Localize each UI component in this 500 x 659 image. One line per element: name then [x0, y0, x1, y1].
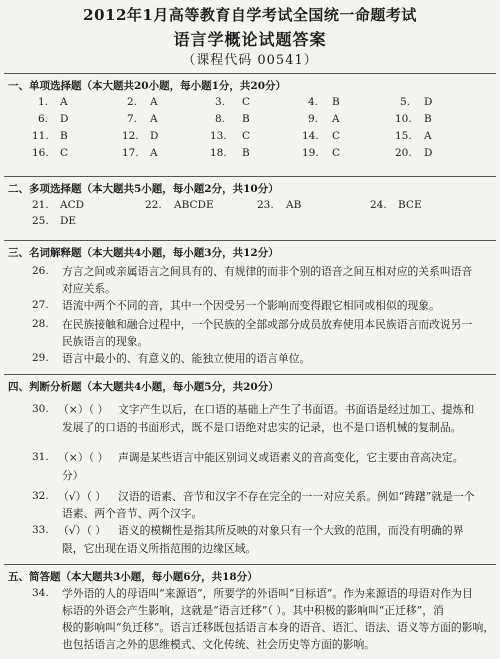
q-answer: C: [242, 96, 251, 108]
q-number: 17.: [122, 147, 139, 159]
section5-heading: 五、简答题（本大题共3小题，每小题6分，共18分）: [8, 571, 258, 583]
judgment-mark: （√）（ ）: [58, 490, 107, 503]
q-number: 26.: [32, 265, 49, 277]
q-number: 10.: [395, 113, 412, 125]
q-number: 18.: [210, 147, 227, 159]
q-answer: B: [242, 147, 250, 159]
q-number: 21.: [32, 199, 49, 211]
q-number: 20.: [395, 147, 412, 159]
q-number: 24.: [370, 199, 387, 211]
q-number: 5.: [400, 96, 411, 108]
answer-text: 对应关系。: [62, 282, 116, 295]
q-number: 15.: [395, 130, 412, 142]
answer-text: 文字产生以后，在口语的基础上产生了书面语。书面语是经过加工、提炼和: [118, 403, 475, 416]
q-number: 1.: [38, 96, 49, 108]
q-number: 30.: [32, 403, 49, 415]
q-number: 4.: [308, 96, 319, 108]
divider: [4, 73, 496, 74]
divider: [4, 564, 496, 565]
q-answer: C: [332, 130, 341, 142]
section2-heading: 二、多项选择题（本大题共5小题，每小题2分，共10分）: [8, 183, 279, 195]
q-number: 28.: [32, 318, 49, 330]
q-answer: B: [332, 96, 340, 108]
q-number: 22.: [145, 199, 162, 211]
q-number: 2.: [127, 96, 138, 108]
answer-text: 方言之间或亲属语言之间具有的、有规律的而非个别的语音之间互相对应的关系叫语音: [62, 265, 473, 278]
q-number: 13.: [210, 130, 227, 142]
q-number: 11.: [32, 130, 49, 142]
q-number: 3.: [215, 96, 226, 108]
q-number: 32.: [32, 490, 49, 502]
q-number: 33.: [32, 524, 49, 536]
divider: [4, 374, 496, 375]
judgment-mark: （√）（ ）: [58, 524, 107, 537]
q-number: 9.: [308, 113, 319, 125]
section3-heading: 三、名词解释题（本大题共4小题，每小题3分，共12分）: [8, 247, 279, 259]
section4-heading: 四、判断分析题（本大题共4小题，每小题5分，共20分）: [8, 381, 279, 393]
answer-text: 语义的模糊性是指其所反映的对象只有一个大致的范围，而没有明确的界: [118, 524, 464, 537]
subject-title: 语言学概论试题答案: [173, 30, 327, 49]
q-number: 7.: [127, 113, 138, 125]
q-answer: B: [424, 113, 432, 125]
q-answer: C: [332, 147, 341, 159]
q-answer: ABCDE: [174, 199, 214, 211]
q-number: 31.: [32, 451, 49, 463]
answer-text: 在民族接触和融合过程中，一个民族的全部或部分成员放弃使用本民族语言而改说另一: [62, 318, 473, 331]
answer-text: 分）: [62, 469, 84, 482]
q-answer: A: [150, 96, 158, 108]
answer-text: 极的影响叫“负迁移”。语言迁移既包括语言本身的语音、语汇、语法、语义等方面的影响，: [62, 621, 495, 634]
q-answer: C: [60, 147, 69, 159]
q-answer: A: [424, 130, 432, 142]
answer-text: 民族语言的现象。: [62, 335, 149, 348]
q-answer: C: [242, 130, 251, 142]
q-answer: ACD: [60, 199, 85, 211]
answer-text: 学外语的人的母语叫“来源语”，所要学的外语叫“目标语”。作为来源语的母语对作为目: [62, 587, 473, 600]
answer-text: 语言中最小的、有意义的、能独立使用的语言单位。: [62, 352, 311, 365]
answer-text: 声调是某些语言中能区别词义或语素义的音高变化，它主要由音高决定。: [118, 451, 464, 464]
q-number: 6.: [38, 113, 49, 125]
q-number: 23.: [257, 199, 274, 211]
q-number: 29.: [32, 352, 49, 364]
answer-text: 标语的外语会产生影响，这就是“语言迁移”（ ）。其中积极的影响叫“正迁移”，消: [62, 604, 444, 617]
q-answer: D: [150, 130, 159, 142]
answer-text: 也包括语言之外的思维模式、文化传统、社会历史等方面的影响。: [62, 638, 376, 651]
q-answer: D: [424, 147, 433, 159]
q-number: 8.: [215, 113, 226, 125]
q-answer: A: [150, 113, 158, 125]
q-answer: A: [60, 96, 68, 108]
answer-text: 汉语的语素、音节和汉字不存在完全的一一对应关系。例如“踌躇”就是一个: [118, 490, 475, 503]
answer-text: 语流中两个不同的音，其中一个因受另一个影响而变得跟它相同或相似的现象。: [62, 299, 440, 312]
q-number: 27.: [32, 299, 49, 311]
exam-title: 2012年1月高等教育自学考试全国统一命题考试: [83, 6, 417, 24]
q-answer: DE: [60, 215, 77, 227]
course-code: （课程代码 00541）: [182, 53, 318, 68]
judgment-mark: （×）（ ）: [58, 403, 109, 416]
q-number: 34.: [32, 587, 49, 599]
q-answer: D: [60, 113, 69, 125]
answer-text: 限，它出现在语义所指范围的边缘区域。: [62, 542, 257, 555]
answer-text: 语素、两个音节、两个汉字。: [62, 507, 203, 520]
divider: [4, 176, 496, 177]
q-answer: D: [424, 96, 433, 108]
q-answer: A: [150, 147, 158, 159]
q-number: 12.: [122, 130, 139, 142]
q-answer: A: [332, 113, 340, 125]
q-answer: B: [242, 113, 250, 125]
q-answer: BCE: [398, 199, 422, 211]
divider: [4, 240, 496, 241]
q-number: 19.: [302, 147, 319, 159]
section1-heading: 一、单项选择题（本大题共20小题，每小题1分，共20分）: [8, 80, 287, 92]
q-number: 14.: [302, 130, 319, 142]
q-answer: B: [60, 130, 68, 142]
q-number: 16.: [32, 147, 49, 159]
q-number: 25.: [32, 215, 49, 227]
judgment-mark: （×）（ ）: [58, 451, 109, 464]
answer-text: 发展了的口语的书面形式，既不是口语绝对忠实的记录，也不是口语机械的复制品。: [62, 421, 462, 434]
q-answer: AB: [286, 199, 302, 211]
